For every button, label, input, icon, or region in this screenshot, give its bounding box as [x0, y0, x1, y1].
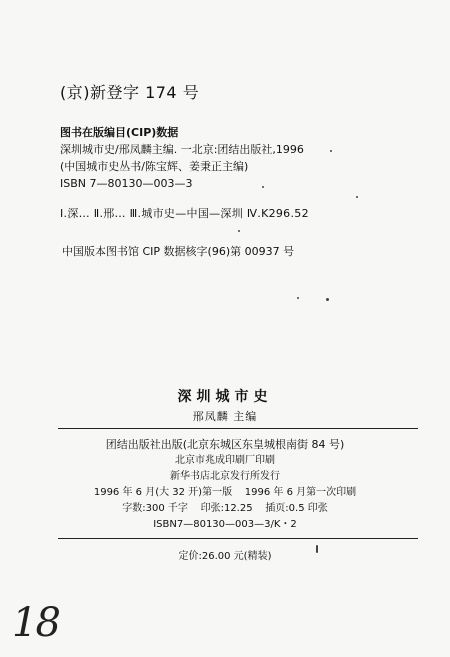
- publication-info: [0, 437, 450, 533]
- cip-line: ISBN 7—80130—003—3: [60, 177, 193, 190]
- specs-line: 字数:300 千字 印张:12.25 插页:0.5 印张: [122, 503, 328, 514]
- distributor-line: 新华书店北京发行所发行: [170, 471, 280, 482]
- scan-speck: [316, 545, 318, 553]
- scan-speck: [326, 298, 329, 301]
- scan-speck: [356, 196, 358, 198]
- cip-check-number: 中国版本图书馆 CIP 数据核字(96)第 00937 号: [62, 245, 295, 258]
- book-editor: 邢凤麟 主编: [192, 410, 258, 423]
- edition-line: 1996 年 6 月(大 32 开)第一版 1996 年 6 月第一次印刷: [93, 487, 357, 498]
- scan-speck: [262, 186, 264, 188]
- divider-bottom: [58, 538, 418, 539]
- subject-classification: Ⅰ.深… Ⅱ.邢… Ⅲ.城市史—中国—深圳 Ⅳ.K296.52: [60, 207, 309, 220]
- scan-speck: [238, 230, 240, 232]
- divider-top: [58, 428, 418, 429]
- price-line: 定价:26.00 元(精装): [178, 551, 272, 562]
- handwritten-page-number: 18: [12, 600, 59, 646]
- cip-title: 图书在版编目(CIP)数据: [60, 126, 179, 139]
- cip-data-block: [60, 124, 304, 192]
- printer-line: 北京市兆成印刷厂印刷: [175, 455, 275, 466]
- cip-line: (中国城市史丛书/陈宝辉、姜秉正主编): [60, 160, 249, 173]
- registration-number: (京)新登字 174 号: [60, 83, 200, 102]
- isbn-line: ISBN7—80130—003—3/K・2: [153, 519, 297, 530]
- scan-speck: [297, 297, 299, 299]
- cip-line: 深圳城市史/邢凤麟主编. 一北京:团结出版社,1996: [60, 143, 304, 156]
- book-title: 深圳城市史: [177, 389, 273, 405]
- scan-speck: [330, 150, 332, 152]
- publisher-line: 团结出版社出版(北京东城区东皇城根南街 84 号): [105, 438, 345, 451]
